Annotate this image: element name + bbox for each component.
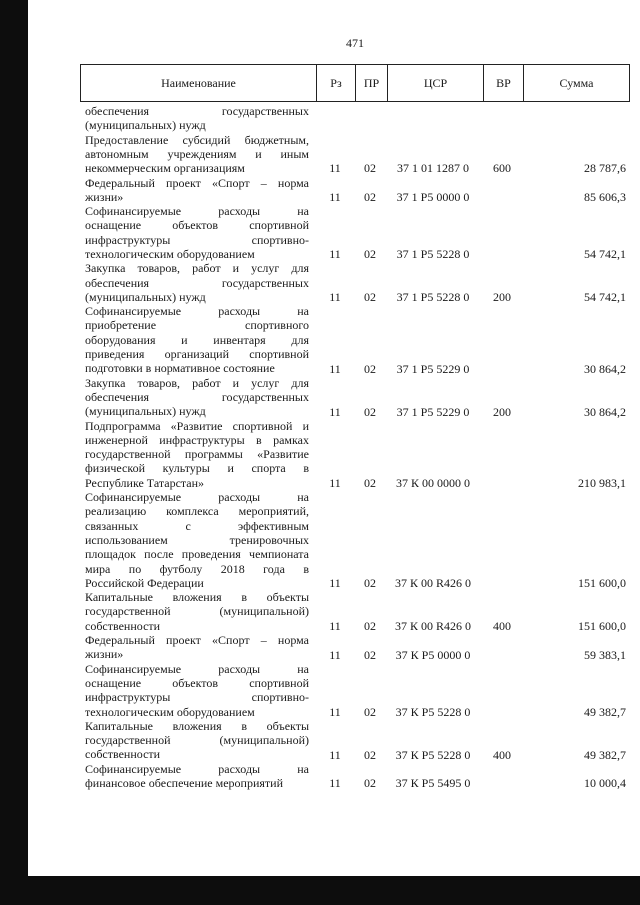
- row-name-line: Республике Татарстан»: [85, 475, 205, 490]
- row-name-line: (муниципальных) нужд: [85, 404, 206, 419]
- row-name: [85, 261, 309, 304]
- row-name-line: обеспечения государственных: [85, 389, 309, 404]
- row-sum: 54 742,1: [584, 290, 626, 305]
- row-name-line: государственной (муниципальной): [85, 733, 309, 748]
- row-name-line: Капитальные вложения в объекты: [85, 718, 309, 733]
- row-name-line: Софинансируемые расходы на: [85, 204, 309, 219]
- row-csr: 37 К P5 5495 0: [395, 776, 471, 791]
- row-pr: 02: [364, 361, 376, 376]
- row-name-line: инфраструктуры спортивно-: [85, 232, 309, 247]
- row-sum: 49 382,7: [584, 704, 626, 719]
- row-csr: 37 1 P5 5228 0: [396, 290, 470, 305]
- row-name: [85, 204, 309, 261]
- row-pr: 02: [364, 704, 376, 719]
- row-name: [85, 762, 309, 791]
- row-rz: 11: [329, 576, 341, 591]
- row-rz: 11: [329, 704, 341, 719]
- row-pr: 02: [364, 647, 376, 662]
- row-name-line: Софинансируемые расходы на: [85, 304, 309, 319]
- row-name-line: финансовое обеспечение мероприятий: [85, 776, 283, 791]
- row-name-line: технологическим оборудованием: [85, 246, 255, 261]
- table-header: [80, 64, 630, 102]
- row-name-line: Закупка товаров, работ и услуг для: [85, 375, 309, 390]
- row-name-line: Российской Федерации: [85, 575, 204, 590]
- table-row: [80, 419, 630, 491]
- row-name-line: Капитальные вложения в объекты: [85, 590, 309, 605]
- row-rz: 11: [329, 476, 341, 491]
- row-csr: 37 1 P5 5229 0: [396, 404, 470, 419]
- row-vr: 600: [493, 161, 511, 176]
- table-row: [80, 662, 630, 719]
- table-row: [80, 719, 630, 762]
- row-name-line: жизни»: [85, 647, 124, 662]
- scan-left-border: [0, 0, 28, 905]
- row-pr: 02: [364, 190, 376, 205]
- row-pr: 02: [364, 476, 376, 491]
- row-csr: 37 К 00 R426 0: [394, 619, 471, 634]
- row-name-line: Подпрограмма «Развитие спортивной и: [85, 418, 309, 433]
- row-name-line: оборудования и инвентаря для: [85, 332, 309, 347]
- page-number: 471: [346, 36, 364, 50]
- header-sum: Сумма: [559, 76, 594, 90]
- row-name: [85, 176, 309, 205]
- row-rz: 11: [329, 776, 341, 791]
- row-csr: 37 1 P5 0000 0: [396, 190, 470, 205]
- row-rz: 11: [329, 190, 341, 205]
- table-row: [80, 204, 630, 261]
- row-sum: 30 864,2: [584, 404, 626, 419]
- row-rz: 11: [329, 647, 341, 662]
- row-pr: 02: [364, 747, 376, 762]
- row-name-line: физической культуры и спорта в: [85, 461, 309, 476]
- table-row: [80, 304, 630, 376]
- row-name: [85, 490, 309, 590]
- row-name-line: обеспечения государственных: [85, 275, 309, 290]
- row-name: [85, 133, 309, 176]
- row-name-line: реализацию комплекса мероприятий,: [85, 504, 309, 519]
- row-name-line: Софинансируемые расходы на: [85, 661, 309, 676]
- row-rz: 11: [329, 404, 341, 419]
- row-name-line: собственности: [85, 618, 161, 633]
- row-csr: 37 К P5 5228 0: [395, 747, 471, 762]
- header-vr: ВР: [496, 76, 511, 90]
- row-rz: 11: [329, 361, 341, 376]
- row-pr: 02: [364, 290, 376, 305]
- row-csr: 37 1 P5 5228 0: [396, 247, 470, 262]
- row-name-line: использованием тренировочных: [85, 532, 309, 547]
- table-body: [80, 104, 630, 864]
- scan-bottom-border: [0, 876, 640, 905]
- row-sum: 85 606,3: [584, 190, 626, 205]
- table-row: [80, 490, 630, 590]
- row-name-line: государственной (муниципальной): [85, 604, 309, 619]
- row-sum: 151 600,0: [578, 619, 626, 634]
- row-name: [85, 662, 309, 719]
- row-name-line: некоммерческим организациям: [85, 161, 245, 176]
- row-sum: 54 742,1: [584, 247, 626, 262]
- table-row: [80, 104, 630, 133]
- row-rz: 11: [329, 161, 341, 176]
- row-name-line: автономным учреждениям и иным: [85, 146, 309, 161]
- row-name-line: оснащение объектов спортивной: [85, 675, 309, 690]
- row-pr: 02: [364, 576, 376, 591]
- header-csr: ЦСР: [423, 76, 448, 90]
- row-pr: 02: [364, 404, 376, 419]
- row-csr: 37 К P5 0000 0: [395, 647, 471, 662]
- header-rz: Рз: [330, 76, 342, 90]
- row-name-line: приобретение спортивного: [85, 318, 309, 333]
- row-name-line: обеспечения государственных: [85, 104, 309, 118]
- row-name: [85, 719, 309, 762]
- header-pr: ПР: [363, 76, 380, 90]
- row-name-line: приведения организаций спортивной: [85, 347, 309, 362]
- row-name-line: Закупка товаров, работ и услуг для: [85, 261, 309, 276]
- row-name-line: Софинансируемые расходы на: [85, 490, 309, 505]
- row-name-line: инженерной инфраструктуры в рамках: [85, 432, 309, 447]
- row-csr: 37 1 P5 5229 0: [396, 361, 470, 376]
- header-name: Наименование: [161, 76, 236, 90]
- row-name-line: подготовки в нормативное состояние: [85, 361, 275, 376]
- row-sum: 59 383,1: [584, 647, 626, 662]
- row-sum: 151 600,0: [578, 576, 626, 591]
- row-rz: 11: [329, 247, 341, 262]
- row-pr: 02: [364, 619, 376, 634]
- row-name-line: (муниципальных) нужд: [85, 118, 206, 133]
- row-name-line: государственной программы «Развитие: [85, 447, 309, 462]
- row-vr: 400: [493, 747, 511, 762]
- row-sum: 30 864,2: [584, 361, 626, 376]
- row-sum: 49 382,7: [584, 747, 626, 762]
- row-name-line: (муниципальных) нужд: [85, 289, 206, 304]
- table-row: [80, 261, 630, 304]
- row-sum: 10 000,4: [584, 776, 626, 791]
- row-rz: 11: [329, 747, 341, 762]
- row-sum: 28 787,6: [584, 161, 626, 176]
- row-vr: 400: [493, 619, 511, 634]
- row-rz: 11: [329, 290, 341, 305]
- row-pr: 02: [364, 247, 376, 262]
- row-name: [85, 304, 309, 375]
- row-csr: 37 1 01 1287 0: [397, 161, 469, 176]
- row-name-line: технологическим оборудованием: [85, 704, 255, 719]
- row-vr: 200: [493, 404, 511, 419]
- table-row: [80, 590, 630, 633]
- row-name: [85, 104, 309, 133]
- row-csr: 37 К P5 5228 0: [395, 704, 471, 719]
- row-name-line: Федеральный проект «Спорт – норма: [85, 633, 309, 648]
- row-csr: 37 К 00 R426 0: [394, 576, 471, 591]
- table-row: [80, 762, 630, 791]
- row-sum: 210 983,1: [578, 476, 626, 491]
- row-vr: 200: [493, 290, 511, 305]
- row-name-line: оснащение объектов спортивной: [85, 218, 309, 233]
- table-row: [80, 633, 630, 662]
- row-name-line: инфраструктуры спортивно-: [85, 690, 309, 705]
- row-name-line: Федеральный проект «Спорт – норма: [85, 175, 309, 190]
- table-row: [80, 176, 630, 205]
- row-name: [85, 590, 309, 633]
- row-name: [85, 633, 309, 662]
- row-name-line: Предоставление субсидий бюджетным,: [85, 132, 309, 147]
- row-name-line: связанных с эффективным: [85, 518, 309, 533]
- row-pr: 02: [364, 776, 376, 791]
- row-rz: 11: [329, 619, 341, 634]
- table-row: [80, 376, 630, 419]
- row-name-line: площадок после проведения чемпионата: [85, 547, 309, 562]
- row-name: [85, 376, 309, 419]
- row-name-line: мира по футболу 2018 года в: [85, 561, 309, 576]
- row-name: [85, 419, 309, 490]
- row-csr: 37 К 00 0000 0: [395, 476, 470, 491]
- row-pr: 02: [364, 161, 376, 176]
- row-name-line: собственности: [85, 747, 161, 762]
- row-name-line: Софинансируемые расходы на: [85, 761, 309, 776]
- row-name-line: жизни»: [85, 189, 124, 204]
- table-row: [80, 133, 630, 176]
